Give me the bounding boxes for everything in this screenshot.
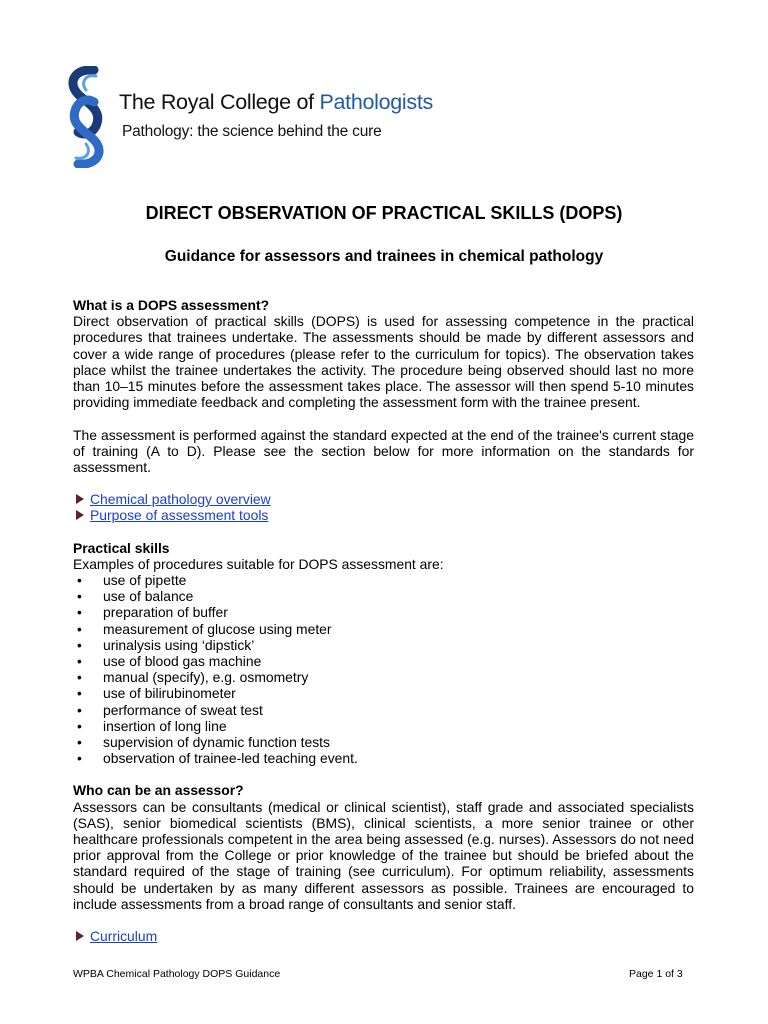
document-subtitle: Guidance for assessors and trainees in chemical pathology [164, 248, 604, 265]
list-item: • urinalysis using ‘dipstick’ [73, 637, 694, 653]
section-heading-practical-skills: Practical skills [73, 539, 170, 556]
logo-college-name [119, 90, 433, 115]
list-item: • use of pipette [73, 572, 694, 588]
link-list-curriculum [73, 928, 694, 944]
college-logo [56, 66, 476, 166]
list-item: • manual (specify), e.g. osmometry [73, 669, 694, 685]
triangle-bullet-icon [76, 494, 84, 504]
section-heading-who-can-assess: Who can be an assessor? [73, 782, 244, 799]
list-item: • performance of sweat test [73, 702, 694, 718]
paragraph-who-can-assess: Assessors can be consultants (medical or clinical scientist), staff grade and associated specialists (SAS), senior biomedical scientists (BMS), clinical scientists, a more senior trainee or other healthcare professionals competent in the area being assessed (e.g. nurses). Assessors do not need prior approval from the College or prior knowledge of the trainee but should be briefed about the standard required of the stage of training (see curriculum). For optimum reliability, assessments should be undertaken by as many different assessors as possible. Trainees are encouraged to include assessments from a broad range of consultants and senior staff. [73, 798, 694, 912]
link-purpose-of-assessment-tools[interactable]: Purpose of assessment tools [90, 507, 269, 524]
paragraph-assessment-standard: The assessment is performed against the standard expected at the end of the trainee's current stage of training (A to D). Please see the section below for more information on the standards for assessment. [73, 426, 694, 476]
practical-skills-intro: Examples of procedures suitable for DOPS assessment are: [73, 555, 444, 572]
paragraph-what-is-dops: Direct observation of practical skills (DOPS) is used for assessing competence in the practical procedures that trainees undertake. The assessments should be made by different assessors and cover a wide range of procedures (please refer to the curriculum for topics). The observation takes place whilst the trainee undertakes the activity. The procedure being observed should last no more than 10–15 minutes before the assessment takes place. The assessor will then spend 5-10 minutes providing immediate feedback and completing the assessment form with the trainee present. [73, 313, 694, 411]
list-item: • use of bilirubinometer [73, 685, 694, 701]
list-item: • observation of trainee-led teaching event. [73, 750, 694, 766]
link-item [73, 928, 694, 944]
link-chemical-pathology-overview[interactable]: Chemical pathology overview [90, 491, 271, 508]
list-item: • preparation of buffer [73, 604, 694, 620]
list-item: • use of blood gas machine [73, 653, 694, 669]
document-title: DIRECT OBSERVATION OF PRACTICAL SKILLS (DOPS) [145, 203, 623, 223]
logo-tagline: Pathology: the science behind the cure [122, 123, 382, 140]
document-body [73, 297, 694, 944]
footer-document-name: WPBA Chemical Pathology DOPS Guidance [73, 968, 281, 980]
link-item [73, 491, 694, 507]
section-heading-what-is-dops: What is a DOPS assessment? [73, 297, 270, 313]
list-item: • insertion of long line [73, 718, 694, 734]
triangle-bullet-icon [76, 510, 84, 520]
logo-name-prefix: The Royal College of [119, 90, 320, 114]
triangle-bullet-icon [76, 931, 84, 941]
link-list-overview [73, 491, 694, 523]
practical-skills-list [73, 572, 694, 766]
footer-page-number: Page 1 of 3 [629, 968, 683, 980]
link-curriculum[interactable]: Curriculum [90, 928, 158, 945]
section-sign-logo-icon [56, 66, 116, 168]
list-item: • use of balance [73, 588, 694, 604]
link-item [73, 507, 694, 523]
list-item: • supervision of dynamic function tests [73, 734, 694, 750]
logo-name-highlight: Pathologists [319, 90, 433, 114]
list-item: • measurement of glucose using meter [73, 621, 694, 637]
